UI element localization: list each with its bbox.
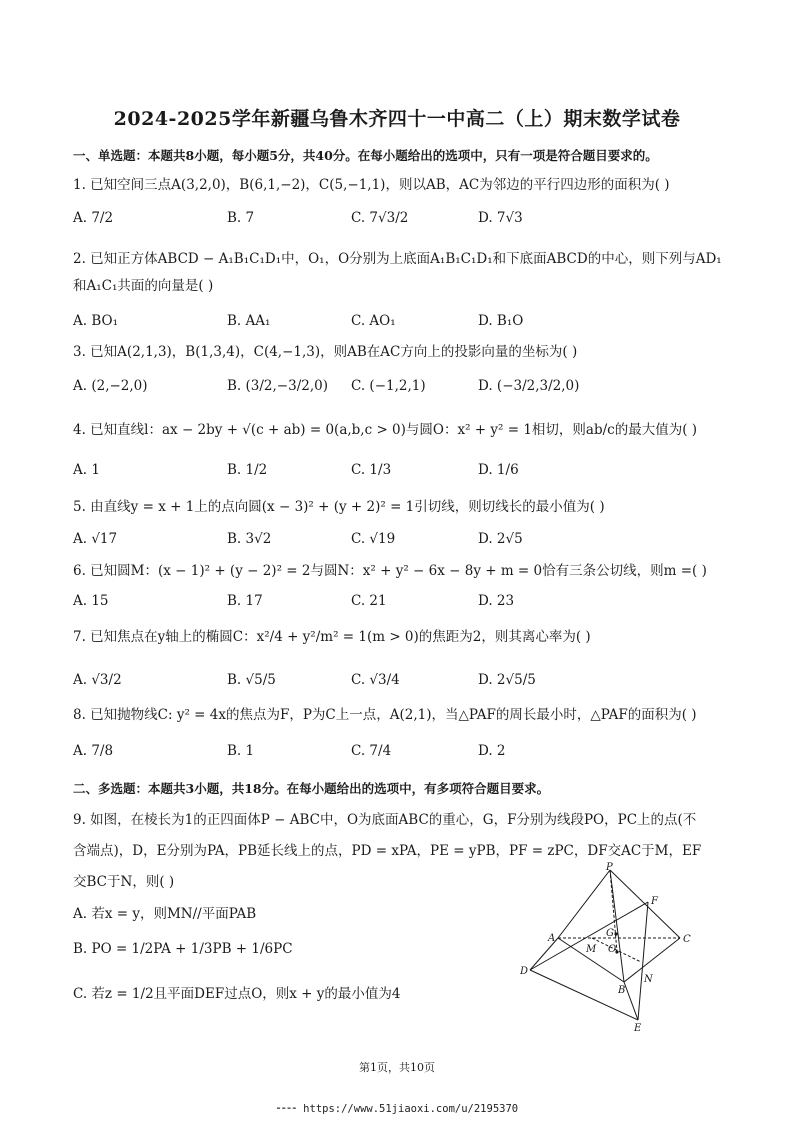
- question-3-options: [73, 378, 723, 404]
- option-a: A. BO₁: [73, 313, 118, 329]
- option-c: C. 21: [351, 593, 387, 609]
- label-e: E: [634, 1023, 642, 1032]
- option-b: B. (3/2,−3/2,0): [227, 378, 328, 394]
- question-2: [73, 250, 723, 295]
- page-title: 2024-2025学年新疆乌鲁木齐四十一中高二（上）期末数学试卷: [113, 108, 681, 130]
- question-7-text: 7. 已知焦点在y轴上的椭圆C：x²/4 + y²/m² = 1(m > 0)的焦距为2，则其离心率为( ): [73, 629, 591, 645]
- point-g: [614, 932, 617, 935]
- label-a: A: [548, 933, 556, 944]
- option-d: D. 7√3: [478, 210, 523, 226]
- question-1-options: [73, 210, 723, 236]
- edge-pa: [558, 870, 610, 938]
- question-6: [73, 562, 723, 580]
- label-b: B: [618, 985, 626, 996]
- question-9-line-3: 交BC于N，则( ): [73, 874, 175, 890]
- question-5-options: [73, 531, 723, 557]
- option-b: B. 7: [227, 210, 255, 226]
- option-d: D. 1/6: [478, 462, 519, 478]
- question-7-options: [73, 672, 723, 698]
- option-d: D. 23: [478, 593, 515, 609]
- option-c: C. 1/3: [351, 462, 392, 478]
- question-1: [73, 176, 723, 194]
- option-d: D. 2: [478, 743, 506, 759]
- page-footer: 第1页，共10页: [359, 1061, 435, 1074]
- option-c: C. 7√3/2: [351, 210, 409, 226]
- question-3: [73, 343, 723, 361]
- label-g: G: [606, 928, 614, 939]
- question-8: [73, 706, 723, 724]
- option-c: C. √3/4: [351, 672, 400, 688]
- option-b: B. 3√2: [227, 531, 272, 547]
- option-a: A. √3/2: [73, 672, 122, 688]
- label-d: D: [520, 966, 529, 977]
- question-2-line-1: 2. 已知正方体ABCD − A₁B₁C₁D₁中，O₁，O分别为上底面A₁B₁C₁D₁和下底面ABCD的中心，则下列与AD₁: [73, 251, 722, 267]
- option-c: C. √19: [351, 531, 396, 547]
- option-b: B. 1: [227, 743, 255, 759]
- question-6-text: 6. 已知圆M：(x − 1)² + (y − 2)² = 2与圆N：x² + y² − 6x − 8y + m = 0恰有三条公切线，则m =( ): [73, 563, 707, 579]
- section-multi-choice-header: 二、多选题：本题共3小题，共18分。在每小题给出的选项中，有多项符合题目要求。: [73, 781, 550, 796]
- option-d: D. B₁O: [478, 313, 524, 329]
- option-a: A. √17: [73, 531, 118, 547]
- question-4-options: [73, 462, 723, 488]
- label-p: P: [606, 862, 613, 873]
- question-4: [73, 421, 723, 439]
- question-5: [73, 498, 723, 516]
- section-single-choice-header: 一、单选题：本题共8小题，每小题5分，共40分。在每小题给出的选项中，只有一项是符合题目要求的。: [73, 148, 658, 163]
- label-o: O: [608, 944, 617, 955]
- tetrahedron-figure: [512, 862, 700, 1032]
- question-9-line-2: 含端点)，D，E分别为PA，PB延长线上的点，PD = xPA，PE = yPB，PF = zPC，DF交AC于M，EF: [73, 843, 702, 859]
- question-5-text: 5. 由直线y = x + 1上的点向圆(x − 3)² + (y + 2)² = 1引切线，则切线长的最小值为( ): [73, 499, 605, 515]
- question-4-text: 4. 已知直线l：ax − 2by + √(c + ab) = 0(a,b,c > 0)与圆O：x² + y² = 1相切，则ab/c的最大值为( ): [73, 422, 698, 438]
- option-b: B. AA₁: [227, 313, 271, 329]
- option-d: D. 2√5: [478, 531, 523, 547]
- option-c: C. (−1,2,1): [351, 378, 426, 394]
- label-c: C: [683, 934, 691, 945]
- label-n: N: [644, 974, 653, 985]
- option-d: D. (−3/2,3/2,0): [478, 378, 580, 394]
- option-a: A. 15: [73, 593, 109, 609]
- option-a: A. (2,−2,0): [73, 378, 148, 394]
- edge-pb: [610, 870, 624, 982]
- option-a: A. 7/8: [73, 743, 114, 759]
- watermark-url: ⁃⁃⁃⁃ https://www.51jiaoxi.com/u/2195370: [275, 1103, 519, 1115]
- question-2-options: [73, 313, 723, 339]
- option-b: B. 1/2: [227, 462, 268, 478]
- label-m: M: [586, 944, 597, 955]
- option-b: B. √5/5: [227, 672, 276, 688]
- question-9-line-1: 9. 如图，在棱长为1的正四面体P − ABC中，O为底面ABC的重心，G，F分别为线段PO，PC上的点(不: [73, 812, 697, 828]
- question-9-option-a: A. 若x = y，则MN//平面PAB: [73, 906, 257, 922]
- label-f: F: [651, 896, 658, 907]
- option-a: A. 1: [73, 462, 100, 478]
- question-8-options: [73, 743, 723, 769]
- segment-po: [610, 870, 617, 952]
- option-c: C. AO₁: [351, 313, 396, 329]
- option-d: D. 2√5/5: [478, 672, 536, 688]
- question-2-line-2: 和A₁C₁共面的向量是( ): [73, 278, 214, 294]
- question-9-option-c: C. 若z = 1/2且平面DEF过点O，则x + y的最小值为4: [73, 986, 401, 1002]
- option-a: A. 7/2: [73, 210, 114, 226]
- question-1-text: 1. 已知空间三点A(3,2,0)，B(6,1,−2)，C(5,−1,1)，则以AB，AC为邻边的平行四边形的面积为( ): [73, 177, 670, 193]
- question-3-text: 3. 已知A(2,1,3)，B(1,3,4)，C(4,−1,3)，则AB在AC方向上的投影向量的坐标为( ): [73, 344, 578, 360]
- question-6-options: [73, 593, 723, 619]
- option-c: C. 7/4: [351, 743, 392, 759]
- option-b: B. 17: [227, 593, 263, 609]
- question-9-option-b: B. PO = 1/2PA + 1/3PB + 1/6PC: [73, 941, 293, 957]
- question-8-text: 8. 已知抛物线C: y² = 4x的焦点为F，P为C上一点，A(2,1)，当△PAF的周长最小时，△PAF的面积为( ): [73, 707, 697, 723]
- question-7: [73, 628, 723, 646]
